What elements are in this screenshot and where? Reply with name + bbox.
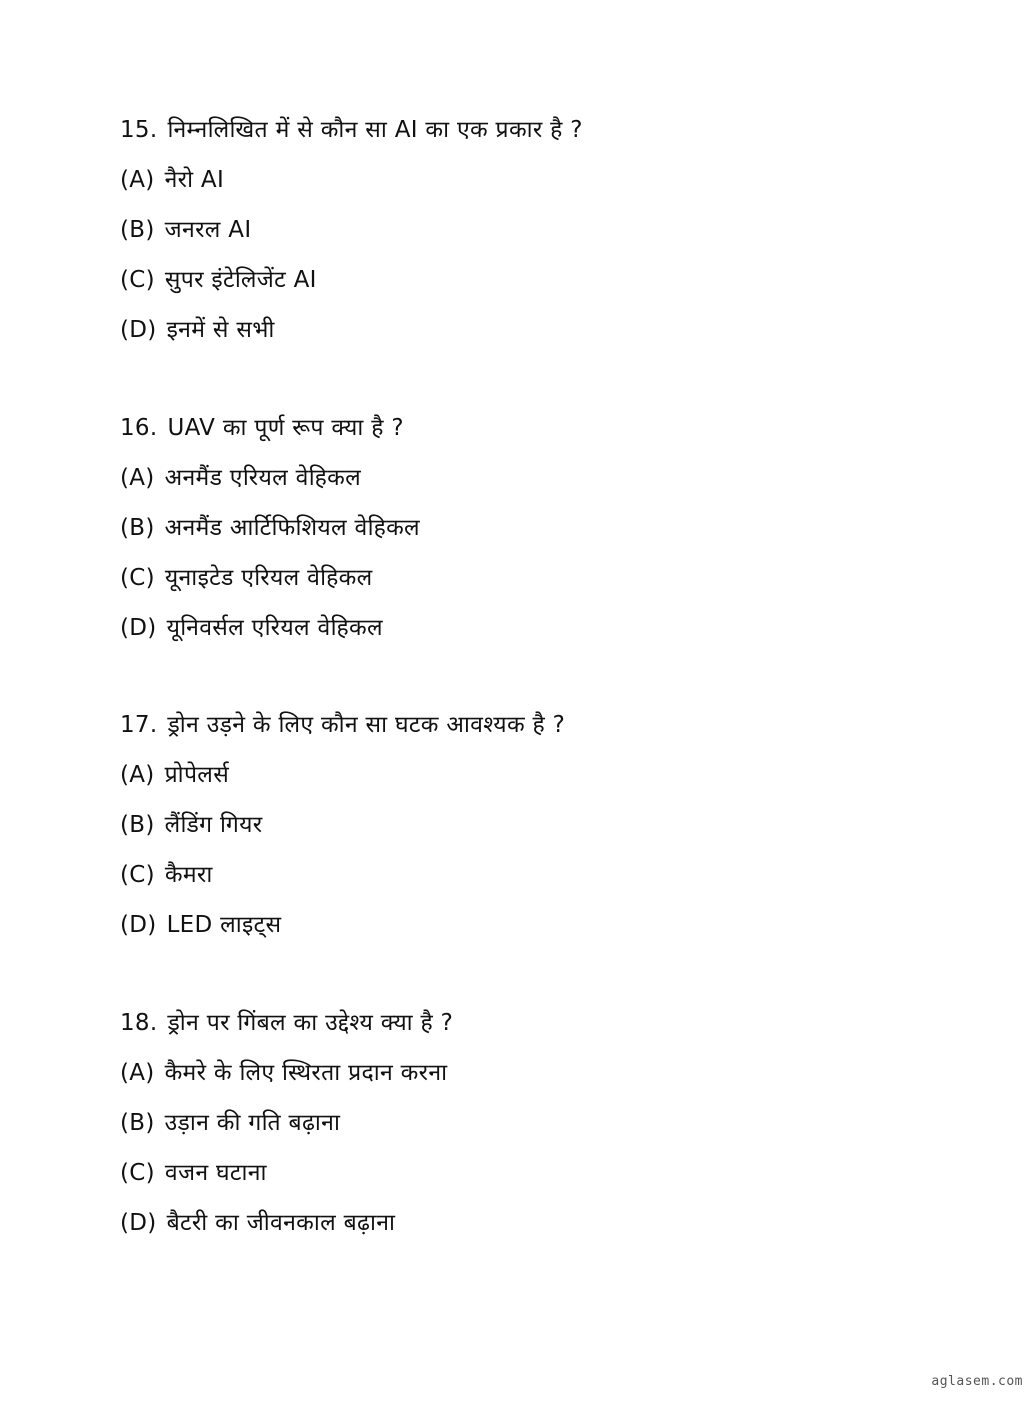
option-d	[120, 1205, 980, 1255]
option-letter: (C)	[120, 267, 155, 293]
watermark-text: aglasem.com	[931, 1374, 1023, 1389]
option-b	[120, 1105, 980, 1155]
option-letter: (B)	[120, 217, 155, 243]
option-text: यूनाइटेड एरियल वेहिकल	[164, 565, 373, 591]
option-text: लैंडिंग गियर	[164, 812, 263, 838]
option-a	[120, 460, 980, 510]
option-c	[120, 1155, 980, 1205]
option-letter: (D)	[120, 912, 157, 938]
option-c	[120, 560, 980, 610]
question-number: 17.	[120, 712, 158, 738]
option-b	[120, 510, 980, 560]
option-b	[120, 212, 980, 262]
option-d	[120, 312, 980, 362]
option-a	[120, 162, 980, 212]
option-a	[120, 1055, 980, 1105]
option-letter: (D)	[120, 317, 157, 343]
question-text-line	[120, 112, 980, 162]
question-number: 15.	[120, 117, 158, 143]
question-16	[120, 410, 980, 660]
option-text: नैरो AI	[164, 167, 225, 193]
question-text-line	[120, 1005, 980, 1055]
option-b	[120, 807, 980, 857]
option-letter: (C)	[120, 862, 155, 888]
question-text: UAV का पूर्ण रूप क्या है ?	[167, 415, 404, 441]
question-text: ड्रोन पर गिंबल का उद्देश्य क्या है ?	[167, 1010, 454, 1036]
option-letter: (B)	[120, 812, 155, 838]
option-c	[120, 262, 980, 312]
option-letter: (B)	[120, 515, 155, 541]
option-letter: (B)	[120, 1110, 155, 1136]
option-letter: (A)	[120, 167, 155, 193]
option-letter: (D)	[120, 1210, 157, 1236]
option-text: कैमरा	[164, 862, 213, 888]
question-17	[120, 707, 980, 957]
option-letter: (A)	[120, 1060, 155, 1086]
option-text: जनरल AI	[164, 217, 252, 243]
option-text: यूनिवर्सल एरियल वेहिकल	[166, 615, 383, 641]
option-text: प्रोपेलर्स	[164, 762, 230, 788]
question-number: 18.	[120, 1010, 158, 1036]
option-text: अनमैंड एरियल वेहिकल	[164, 465, 362, 491]
option-d	[120, 610, 980, 660]
question-15	[120, 112, 980, 362]
question-18	[120, 1005, 980, 1255]
option-letter: (C)	[120, 565, 155, 591]
option-text: इनमें से सभी	[166, 317, 275, 343]
option-d	[120, 907, 980, 957]
option-a	[120, 757, 980, 807]
option-letter: (C)	[120, 1160, 155, 1186]
question-text: ड्रोन उड़ने के लिए कौन सा घटक आवश्यक है ?	[167, 712, 566, 738]
question-text-line	[120, 707, 980, 757]
option-text: कैमरे के लिए स्थिरता प्रदान करना	[164, 1060, 448, 1086]
question-text: निम्नलिखित में से कौन सा AI का एक प्रकार है ?	[167, 117, 583, 143]
option-letter: (D)	[120, 615, 157, 641]
option-letter: (A)	[120, 465, 155, 491]
option-text: अनमैंड आर्टिफिशियल वेहिकल	[164, 515, 420, 541]
option-c	[120, 857, 980, 907]
question-number: 16.	[120, 415, 158, 441]
option-text: सुपर इंटेलिजेंट AI	[164, 267, 317, 293]
question-text-line	[120, 410, 980, 460]
option-text: LED लाइट्स	[166, 912, 282, 938]
option-text: बैटरी का जीवनकाल बढ़ाना	[166, 1210, 396, 1236]
option-letter: (A)	[120, 762, 155, 788]
option-text: उड़ान की गति बढ़ाना	[164, 1110, 341, 1136]
option-text: वजन घटाना	[164, 1160, 267, 1186]
